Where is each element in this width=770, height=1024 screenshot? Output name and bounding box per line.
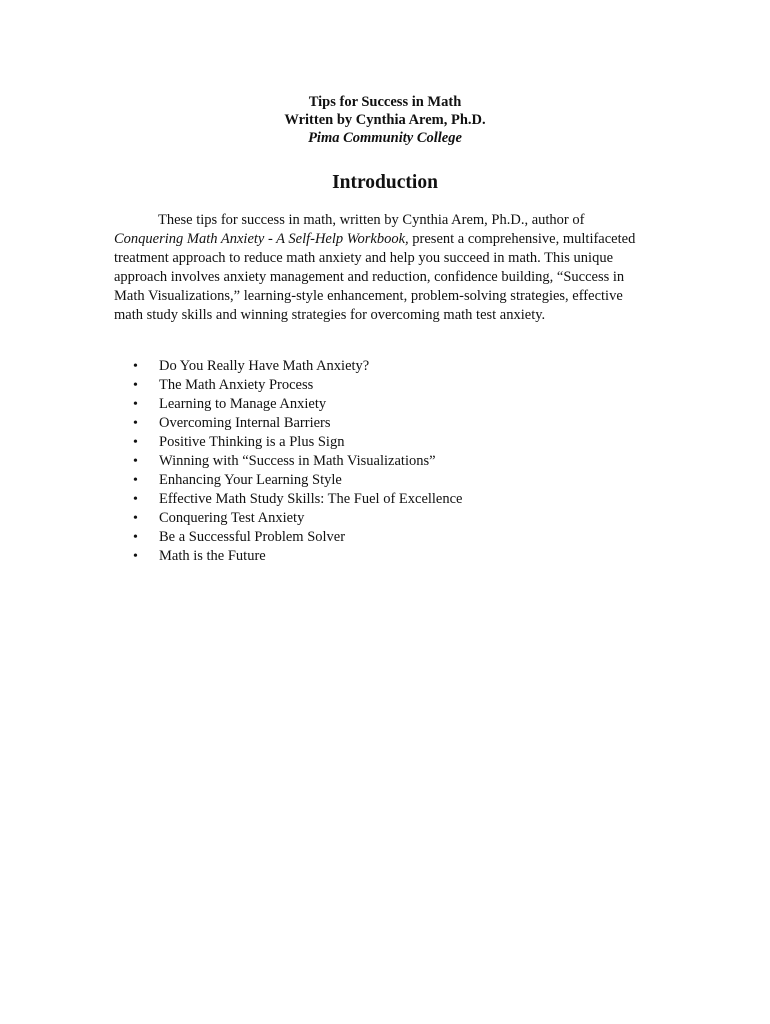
intro-lead-text: These tips for success in math, written by Cynthia Arem, Ph.D., author of [158, 212, 585, 228]
topic-label: Overcoming Internal Barriers [159, 415, 331, 431]
topic-label: Effective Math Study Skills: The Fuel of Excellence [159, 491, 463, 507]
document-title: Tips for Success in Math [308, 94, 462, 110]
topic-label: Winning with “Success in Math Visualizations” [159, 453, 436, 469]
intro-rest-text: present a comprehensive, multifaceted treatment approach to reduce math anxiety and help you succeed in math. This unique approach involves anxiety management and reduction, confidence building, “Success in Math Visualizations,” learning-style enhancement, problem-solving strategies, effective math study skills and winning strategies for overcoming math test anxiety. [114, 231, 636, 323]
topic-label: Math is the Future [159, 548, 266, 564]
bullet-icon: • [133, 378, 138, 393]
document-header [0, 93, 770, 147]
intro-book-title: Conquering Math Anxiety - A Self-Help Workbook, [114, 231, 409, 247]
topic-list-item [114, 395, 654, 414]
topic-label: Conquering Test Anxiety [159, 510, 305, 526]
topic-list-item [114, 471, 654, 490]
bullet-icon: • [133, 397, 138, 412]
topic-list-item [114, 357, 654, 376]
bullet-icon: • [133, 454, 138, 469]
topic-label: Be a Successful Problem Solver [159, 529, 346, 545]
document-institution: Pima Community College [308, 130, 462, 146]
topic-list-item [114, 433, 654, 452]
topic-list-item [114, 547, 654, 566]
document-author: Written by Cynthia Arem, Ph.D. [284, 112, 486, 128]
topic-list-item [114, 376, 654, 395]
topic-list-item [114, 528, 654, 547]
bullet-icon: • [133, 492, 138, 507]
bullet-icon: • [133, 530, 138, 545]
topic-label: Learning to Manage Anxiety [159, 396, 327, 412]
topic-label: Positive Thinking is a Plus Sign [159, 434, 345, 450]
section-heading: Introduction [332, 172, 438, 193]
topic-label: Enhancing Your Learning Style [159, 472, 342, 488]
bullet-icon: • [133, 549, 138, 564]
topic-list [114, 357, 654, 566]
bullet-icon: • [133, 435, 138, 450]
bullet-icon: • [133, 473, 138, 488]
topic-label: The Math Anxiety Process [159, 377, 314, 393]
topic-list-item [114, 490, 654, 509]
topic-label: Do You Really Have Math Anxiety? [159, 358, 370, 374]
topic-list-item [114, 452, 654, 471]
intro-paragraph [114, 211, 654, 325]
bullet-icon: • [133, 511, 138, 526]
bullet-icon: • [133, 416, 138, 431]
bullet-icon: • [133, 359, 138, 374]
topic-list-item [114, 414, 654, 433]
topic-list-item [114, 509, 654, 528]
